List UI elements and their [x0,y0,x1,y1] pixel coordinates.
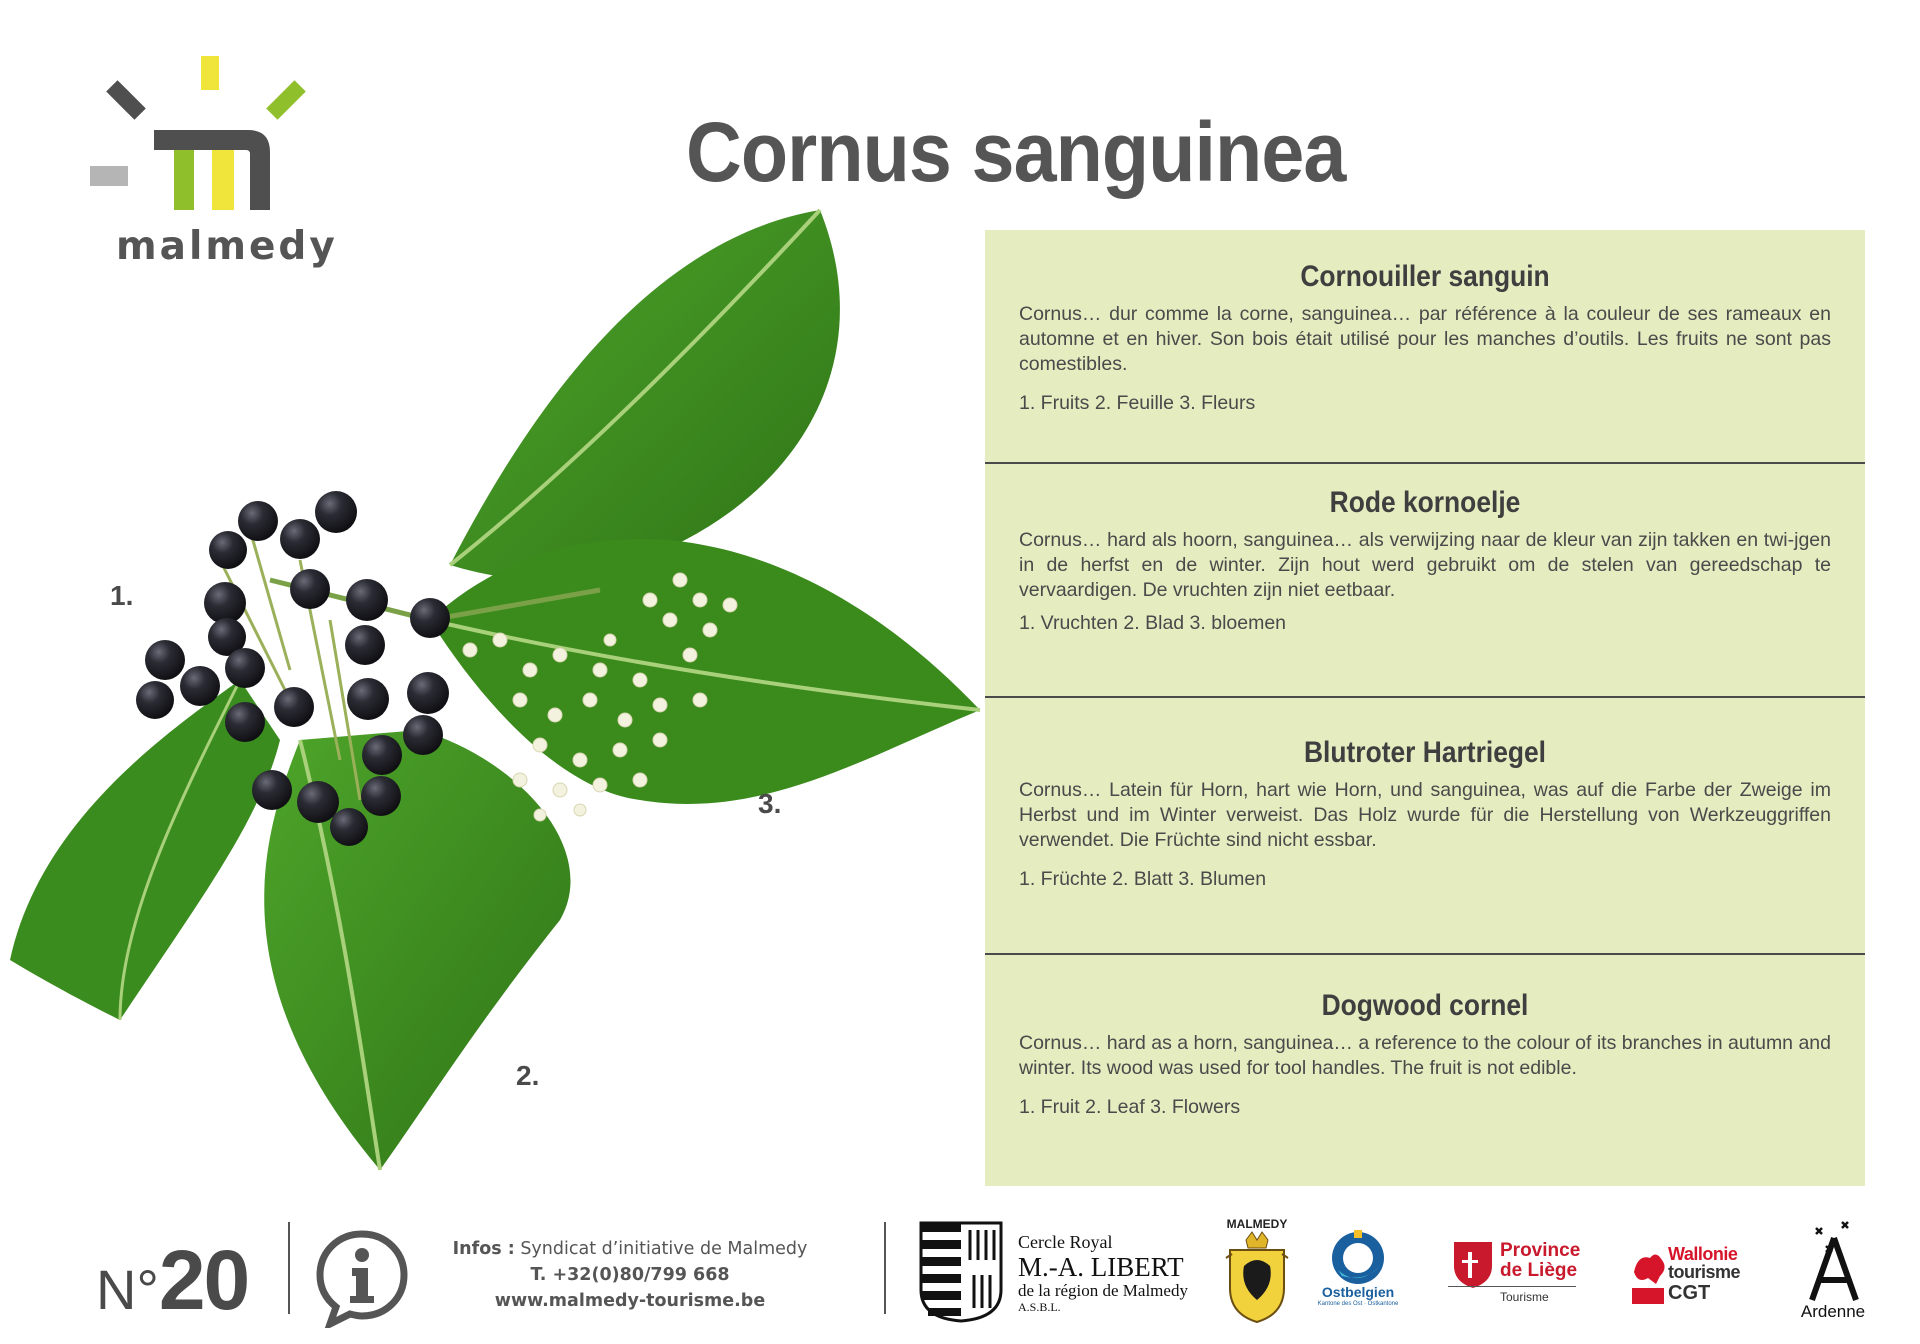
phone-number: T. +32(0)80/799 668 [530,1265,730,1285]
logo-text: malmedy [116,224,338,269]
panel-text: Cornus… hard als hoorn, sanguinea… als verwijzing naar de kleur van zijn takken en twi-jgen in de herfst en de winter. Zijn hout werd gebruikt om de stelen van gereedschap te vervaardigen. De vruchten zijn niet eetbaar. [1019,529,1831,601]
infos-org: Syndicat d’initiative de Malmedy [520,1239,808,1259]
ardenne-label: Ardenne [1800,1302,1866,1321]
province-line3: Tourisme [1500,1290,1549,1304]
panel-parts: 1. Fruits 2. Feuille 3. Fleurs [1019,392,1256,414]
wallonie-line2: tourisme [1668,1262,1741,1282]
website-link[interactable]: www.malmedy-tourisme.be [494,1291,766,1311]
plant-photo [0,200,990,1180]
page-title: Cornus sanguinea [686,105,1346,199]
province-line2: de Liège [1500,1260,1578,1281]
panel-german [985,696,1865,892]
libert-name [1018,1232,1188,1315]
libert-line2: M.-A. LIBERT [1018,1252,1184,1282]
panel-text: Cornus… Latein für Horn, hart wie Horn, und sanguinea, was auf die Farbe der Zweige im Herbst und im Winter verweist. Das Holz wurde für die Herstellung von Werkzeuggriffen verwendet. Die Früchte sind nicht essbar. [1019,779,1831,851]
libert-shield-icon [918,1220,1004,1324]
panel-english [985,953,1865,1120]
ostbelgien-name: Ostbelgien [1321,1284,1395,1300]
wallonie-line3: CGT [1668,1282,1711,1304]
libert-line4: A.S.B.L. [1018,1300,1061,1314]
panel-parts: 1. Fruit 2. Leaf 3. Flowers [1019,1096,1241,1118]
panel-french [985,260,1865,416]
libert-line3: de la région de Malmedy [1018,1281,1188,1300]
malmedy-crest-label: MALMEDY [1226,1217,1288,1231]
malmedy-m-icon [88,54,318,224]
ostbelgien-logo-icon [1318,1226,1398,1322]
photo-label-flowers: 3. [758,788,782,819]
panel-heading: Cornouiller sanguin [1300,260,1550,293]
panel-parts: 1. Vruchten 2. Blad 3. bloemen [1019,612,1287,634]
panel-text: Cornus… hard as a horn, sanguinea… a reference to the colour of its branches in autumn and winter. Its wood was used for tool handles. The fruit is not edible. [1019,1032,1831,1079]
number-value: 20 [158,1233,249,1327]
sign-number [96,1232,248,1329]
infos-label: Infos : [452,1239,515,1259]
contact-info [430,1236,830,1314]
malmedy-crest-icon [1218,1218,1296,1326]
photo-label-fruits: 1. [110,580,134,611]
province-divider [1448,1286,1576,1287]
divider [288,1222,290,1314]
ardenne-logo-icon [1796,1216,1872,1306]
info-panels [985,230,1865,1186]
wallonie-line1: Wallonie [1668,1244,1738,1264]
photo-label-leaf: 2. [516,1060,540,1091]
panel-text: Cornus… dur comme la corne, sanguinea… par référence à la couleur de ses rameaux en automne et en hiver. Son bois était utilisé pour les manches d’outils. Les fruits ne sont pas comestibles. [1019,303,1831,375]
province-line1: Province [1500,1240,1581,1261]
panel-parts: 1. Früchte 2. Blatt 3. Blumen [1019,868,1267,890]
panel-heading: Rode kornoelje [1329,486,1521,519]
number-prefix: N° [96,1258,159,1321]
panel-heading: Blutroter Hartriegel [1303,736,1547,769]
panel-dutch [985,462,1865,636]
libert-line1: Cercle Royal [1018,1232,1113,1252]
info-bubble-icon [312,1228,412,1328]
cornus-illustration [0,200,990,1180]
panel-heading: Dogwood cornel [1321,989,1529,1022]
divider [884,1222,886,1314]
ostbelgien-subtitle: Kantone des Ost · Ostkantone [1317,1301,1399,1307]
